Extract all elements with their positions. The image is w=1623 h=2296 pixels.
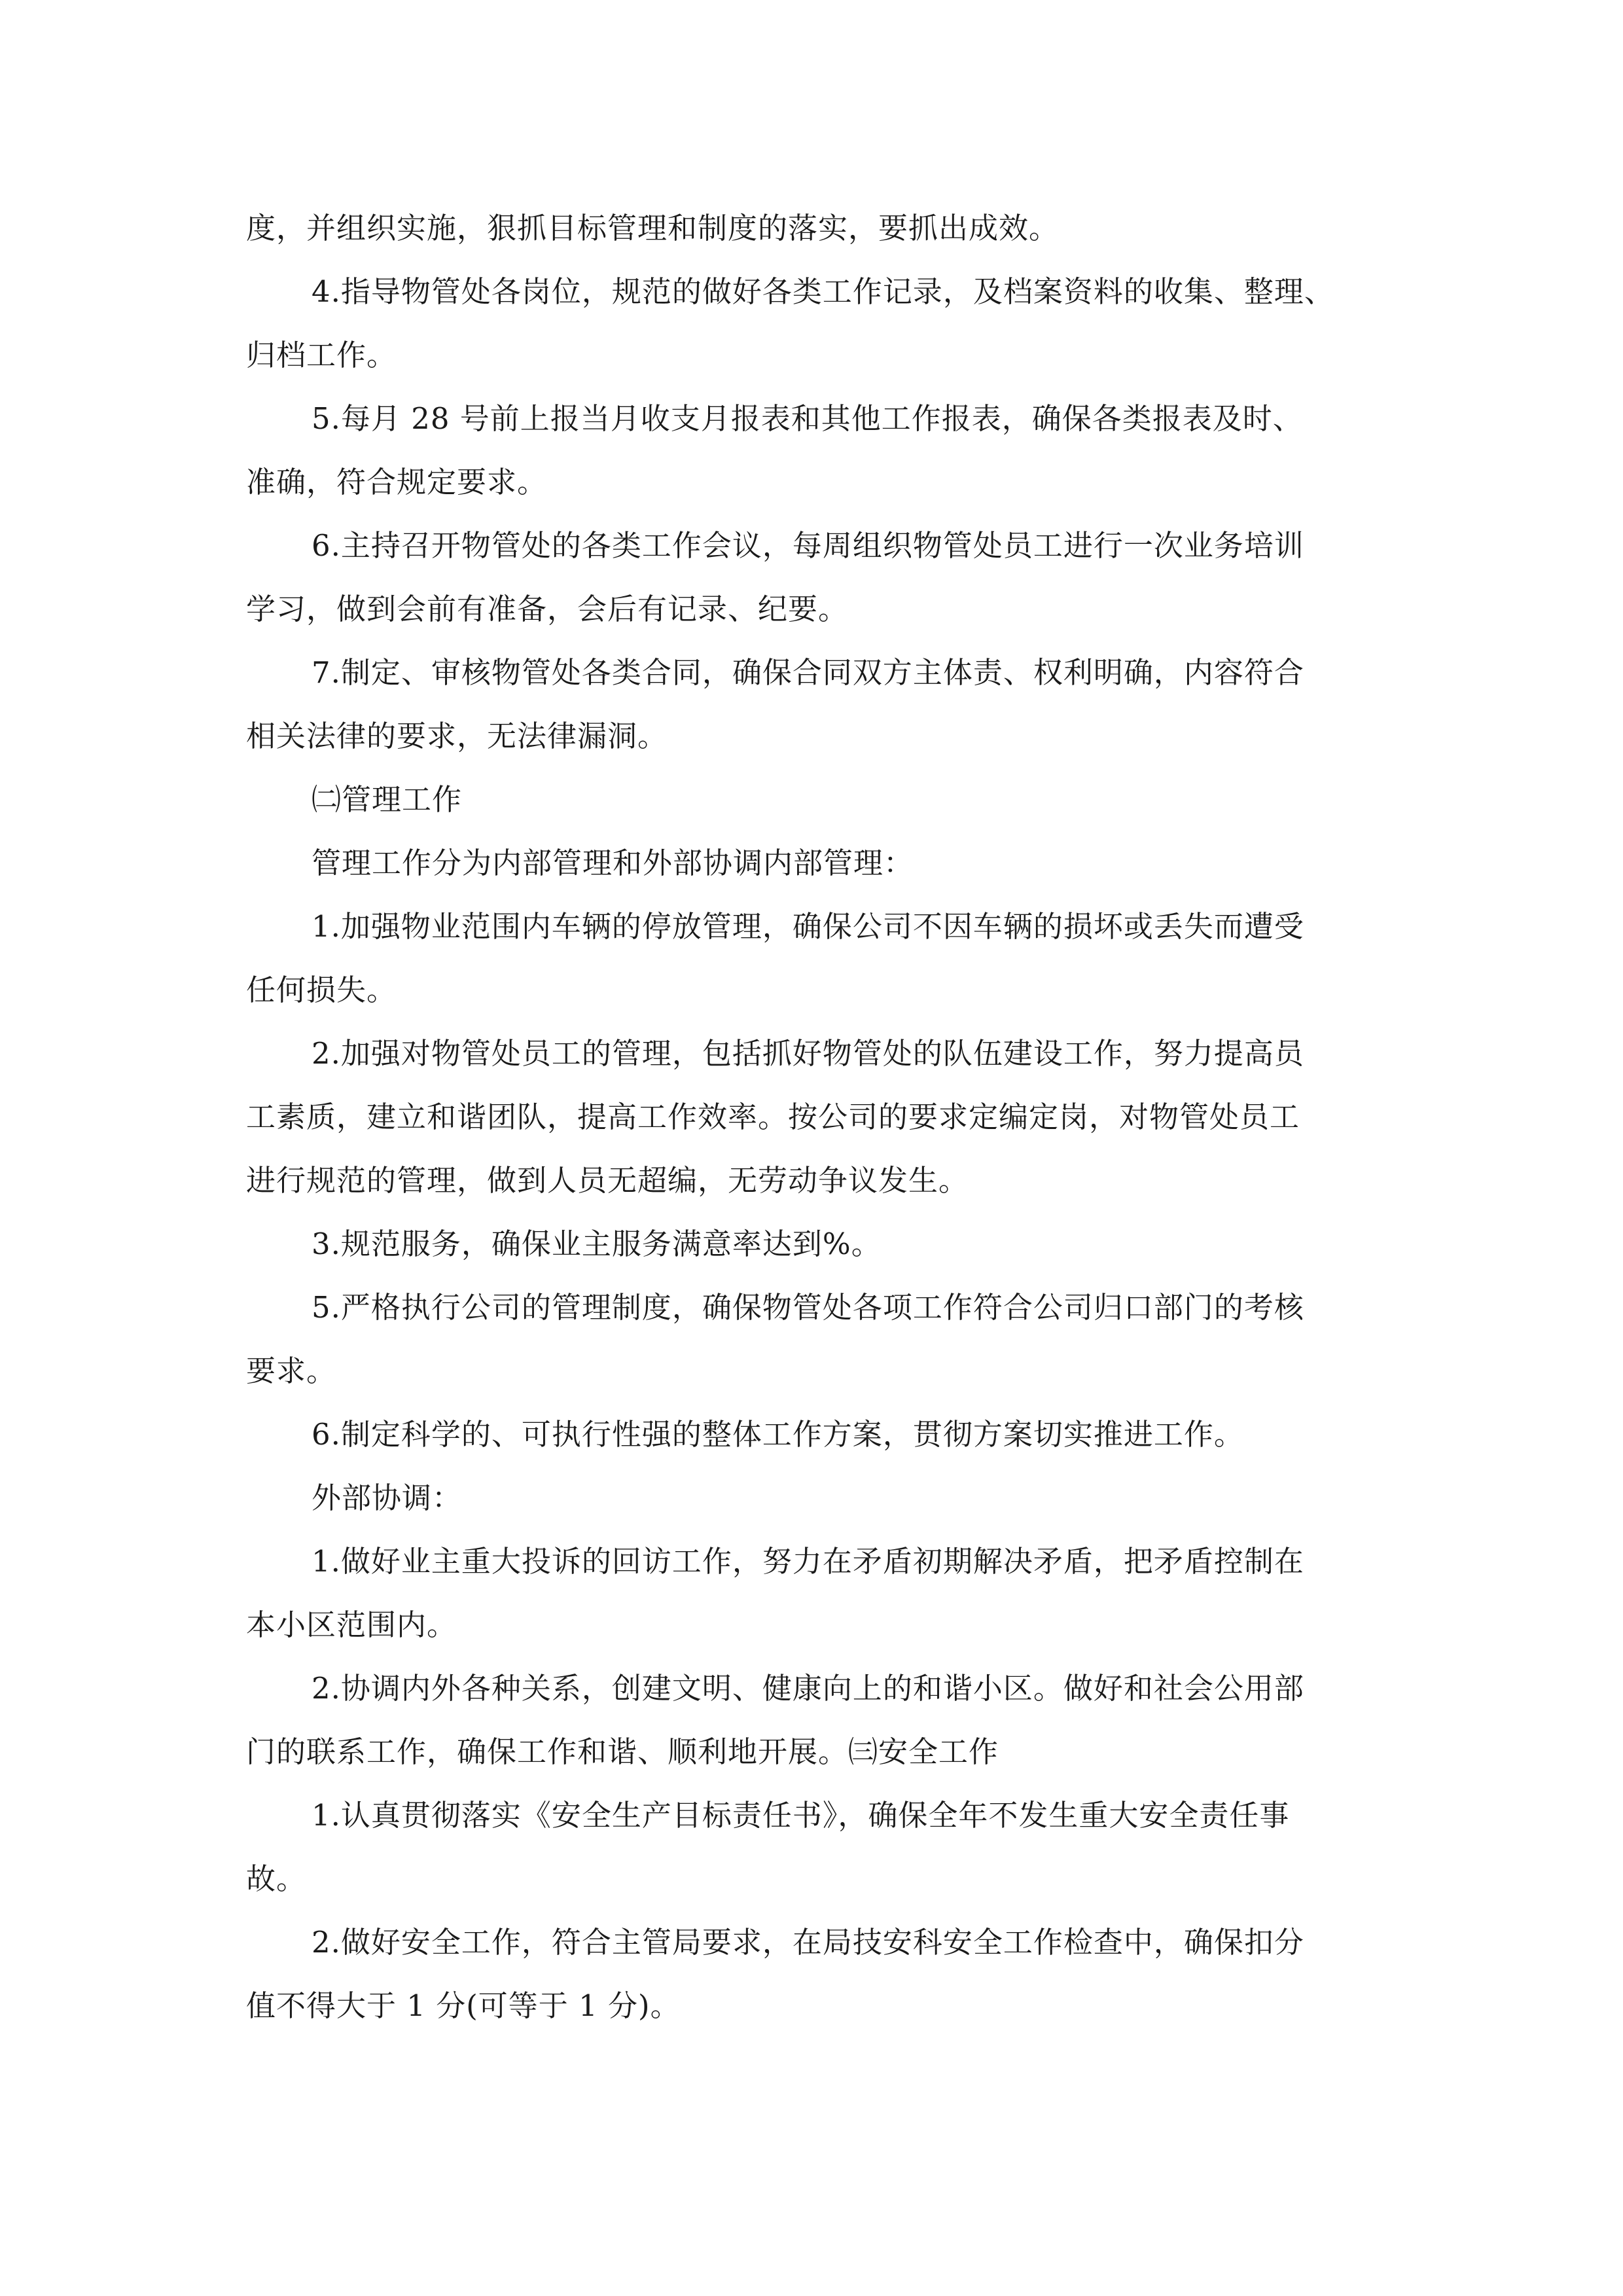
text-line: 外部协调： — [312, 1480, 463, 1515]
document-body — [246, 196, 1385, 2037]
text-line: 度，并组织实施，狠抓目标管理和制度的落实，要抓出成效。 — [246, 211, 1060, 245]
text-line: 值不得大于 1 分(可等于 1 分)。 — [246, 1988, 681, 2023]
paragraph — [246, 260, 1385, 387]
paragraph — [246, 1212, 1385, 1276]
text-line: 3.规范服务，确保业主服务满意率达到%。 — [312, 1227, 882, 1261]
text-line: 7.制定、审核物管处各类合同，确保合同双方主体责、权利明确，内容符合 — [312, 655, 1304, 690]
text-line: 5.严格执行公司的管理制度，确保物管处各项工作符合公司归口部门的考核 — [312, 1290, 1304, 1325]
text-line: 进行规范的管理，做到人员无超编，无劳动争议发生。 — [246, 1163, 969, 1198]
text-line: 故。 — [246, 1861, 307, 1896]
text-line: 4.指导物管处各岗位，规范的做好各类工作记录，及档案资料的收集、整理、 — [312, 274, 1334, 309]
paragraph — [246, 1784, 1385, 1910]
text-line: 1.加强物业范围内车辆的停放管理，确保公司不因车辆的损坏或丢失而遭受 — [312, 909, 1304, 944]
paragraph — [246, 514, 1385, 641]
paragraph — [246, 1466, 1385, 1530]
text-line: 管理工作分为内部管理和外部协调内部管理： — [312, 846, 914, 880]
paragraph — [246, 768, 1385, 831]
paragraph — [246, 895, 1385, 1022]
text-line: 5.每月 28 号前上报当月收支月报表和其他工作报表，确保各类报表及时、 — [312, 401, 1303, 436]
text-line: 1.认真贯彻落实《安全生产目标责任书》，确保全年不发生重大安全责任事 — [312, 1798, 1290, 1833]
text-line: 准确，符合规定要求。 — [246, 465, 548, 499]
text-line: 相关法律的要求，无法律漏洞。 — [246, 719, 668, 753]
text-line: 工素质，建立和谐团队，提高工作效率。按公司的要求定编定岗，对物管处员工 — [246, 1100, 1300, 1134]
paragraph — [246, 1403, 1385, 1466]
text-line: ㈡管理工作 — [312, 782, 463, 817]
paragraph — [246, 831, 1385, 895]
text-line: 归档工作。 — [246, 338, 397, 372]
paragraph — [246, 641, 1385, 768]
paragraph — [246, 1910, 1385, 2037]
paragraph — [246, 1530, 1385, 1657]
paragraph — [246, 1022, 1385, 1212]
paragraph — [246, 1276, 1385, 1403]
text-line: 2.协调内外各种关系，创建文明、健康向上的和谐小区。做好和社会公用部 — [312, 1671, 1304, 1706]
text-line: 2.做好安全工作，符合主管局要求，在局技安科安全工作检查中，确保扣分 — [312, 1925, 1304, 1960]
paragraph — [246, 1657, 1385, 1784]
text-line: 任何损失。 — [246, 973, 397, 1007]
text-line: 6.制定科学的、可执行性强的整体工作方案，贯彻方案切实推进工作。 — [312, 1417, 1244, 1452]
text-line: 学习，做到会前有准备，会后有记录、纪要。 — [246, 592, 849, 626]
text-line: 门的联系工作，确保工作和谐、顺利地开展。㈢安全工作 — [246, 1734, 999, 1769]
text-line: 1.做好业主重大投诉的回访工作，努力在矛盾初期解决矛盾，把矛盾控制在 — [312, 1544, 1304, 1579]
text-line: 6.主持召开物管处的各类工作会议，每周组织物管处员工进行一次业务培训 — [312, 528, 1304, 563]
paragraph — [246, 387, 1385, 514]
text-line: 2.加强对物管处员工的管理，包括抓好物管处的队伍建设工作，努力提高员 — [312, 1036, 1304, 1071]
text-line: 要求。 — [246, 1354, 337, 1388]
paragraph — [246, 196, 1385, 260]
text-line: 本小区范围内。 — [246, 1607, 457, 1642]
